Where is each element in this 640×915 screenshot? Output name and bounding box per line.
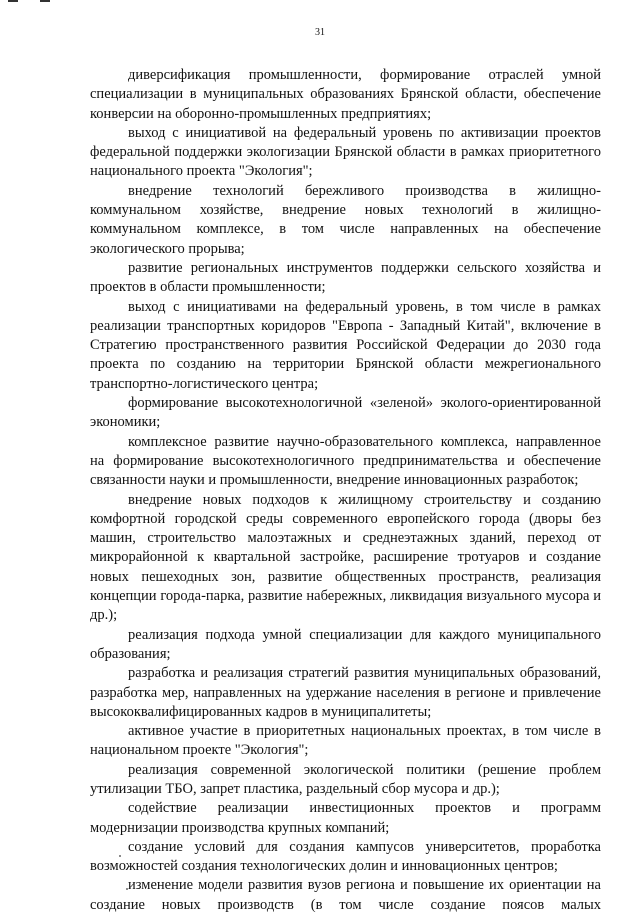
paragraph: реализация подхода умной специализации для каждого муниципального образования; [90, 626, 601, 662]
paragraph: выход с инициативой на федеральный уровень по активизации проектов федеральной поддержки экологизации Брянской области в рамках приоритетного национального проекта "Экология"; [90, 124, 601, 180]
document-body [90, 66, 601, 915]
paragraph: развитие региональных инструментов поддержки сельского хозяйства и проектов в области промышленности; [90, 259, 601, 296]
paragraph: внедрение технологий бережливого производства в жилищно-коммунальном хозяйстве, внедрение новых технологий в жилищно-коммунальном комплексе, в том числе направленных на обеспечение экологического прорыва; [90, 182, 601, 257]
paragraph: формирование высокотехнологичной «зеленой» эколого-ориентированной экономики; [90, 395, 601, 431]
paragraph: активное участие в приоритетных национальных проектах, в том числе в национальном проекте "Экология"; [90, 723, 601, 759]
paragraph: реализация современной экологической политики (решение проблем утилизации ТБО, запрет пластика, раздельный сбор мусора и др.); [90, 761, 601, 797]
scan-mark-right [40, 0, 50, 2]
paragraph: комплексное развитие научно-образовательного комплекса, направленное на формирование высокотехнологичного предпринимательства и обеспечение связанности науки и промышленности, внедрение инновационных разработок; [90, 433, 601, 489]
paragraph: выход с инициативами на федеральный уровень, в том числе в рамках реализации транспортных коридоров "Европа - Западный Китай", включение в Стратегию пространственного развития Российской Федерации до 2030 года проекта по созданию на территории Брянской области межрегионального транспортно-логистического центра; [90, 298, 601, 392]
paragraph: создание условий для создания кампусов университетов, проработка возможностей создания технологических долин и инновационных центров; [90, 838, 601, 875]
paragraph: внедрение новых подходов к жилищному строительству и созданию комфортной городской среды современного европейского города (дворы без машин, строительство малоэтажных и среднеэтажных зданий, переход от микрорайонной к квартальной застройке, расширение тротуаров и создание новых пешеходных зон, развитие общественных пространств, реализация концепции города-парка, развитие набережных, ликвидация визуального мусора и др.); [90, 491, 601, 624]
paragraph: разработка и реализация стратегий развития муниципальных образований, разработка мер, направленных на удержание населения в регионе и привлечение высококвалифицированных кадров в муниципалитеты; [90, 665, 601, 720]
paragraph: изменение модели развития вузов региона и повышение их ориентации на создание новых производств (в том числе создание поясов малых [90, 877, 601, 913]
paragraph: содействие реализации инвестиционных проектов и программ модернизации производства крупных компаний; [90, 800, 601, 836]
paragraph: диверсификация промышленности, формирование отраслей умной специализации в муниципальных образованиях Брянской области, обеспечение конверсии на оборонно-промышленных предприятиях; [90, 67, 601, 122]
scan-mark-left [8, 0, 18, 2]
page-number: 31 [315, 27, 325, 38]
